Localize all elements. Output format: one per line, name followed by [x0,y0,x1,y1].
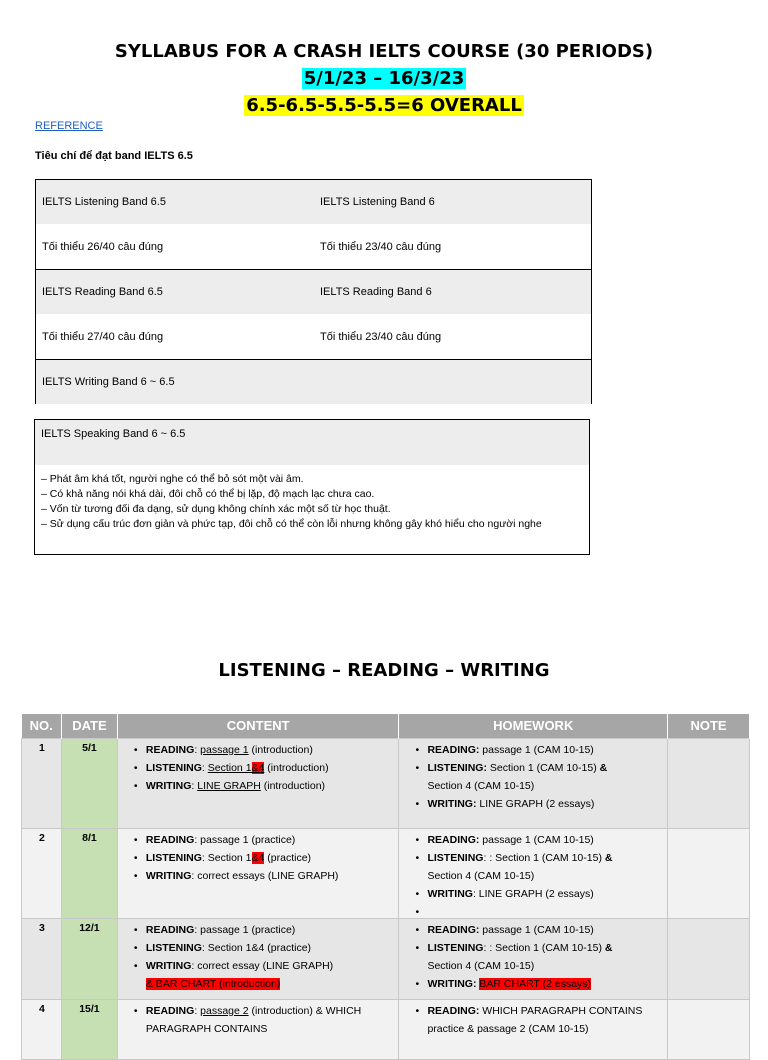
row-note [668,999,750,1059]
row-note [668,918,750,999]
speaking-criterion: – Sử dụng cấu trúc đơn giản và phức tạp, đôi chỗ có thể còn lỗi nhưng không gây khó hiểu cho người nghe [41,518,542,530]
table-row [22,738,750,828]
listening-requirement-row [36,224,591,269]
listening-65-requirement: Tối thiểu 26/40 câu đúng [42,240,164,253]
row-content: • READING: passage 1 (practice) • LISTENING: Section 1&4 (practice) • WRITING: correct essay (LINE GRAPH) & BAR CHART (introduction) [117,918,399,999]
header-date: DATE [61,714,117,738]
reading-65-requirement: Tối thiểu 27/40 câu đúng [42,330,164,343]
writing-band: IELTS Writing Band 6 ~ 6.5 [42,376,175,388]
listening-band-row [36,180,591,224]
row-date: 5/1 [61,738,117,828]
header-content: CONTENT [117,714,399,738]
speaking-criterion: – Có khả năng nói khá dài, đôi chỗ có thể bị lặp, độ mạch lạc chưa cao. [41,488,375,500]
document-title [0,38,768,119]
row-number: 3 [22,918,62,999]
listening-band-65: IELTS Listening Band 6.5 [42,196,166,208]
row-homework: • READING: passage 1 (CAM 10-15) • LISTENING: Section 1 (CAM 10-15) & Section 4 (CAM 10-15) • WRITING: LINE GRAPH (2 essays) [399,738,668,828]
header-homework: HOMEWORK [399,714,668,738]
section-title: LISTENING – READING – WRITING [218,660,550,681]
title-line-1: SYLLABUS FOR A CRASH IELTS COURSE (30 PERIODS) [114,41,654,62]
reading-band-row [36,270,591,314]
speaking-criteria-list [35,465,589,539]
row-note [668,738,750,828]
band-criteria-table [35,179,592,404]
reading-band-65: IELTS Reading Band 6.5 [42,286,163,298]
reading-band-6: IELTS Reading Band 6 [320,286,432,298]
schedule-header-row [22,714,750,738]
row-date: 8/1 [61,828,117,918]
row-note [668,828,750,918]
header-note: NOTE [668,714,750,738]
table-row [22,999,750,1059]
listening-band-6: IELTS Listening Band 6 [320,196,435,208]
row-content: • READING: passage 1 (practice) • LISTENING: Section 1&4 (practice) • WRITING: correct essays (LINE GRAPH) [117,828,399,918]
speaking-band-heading: IELTS Speaking Band 6 ~ 6.5 [35,420,589,465]
speaking-criterion: – Vốn từ tương đối đa dạng, sử dụng không chính xác một số từ học thuật. [41,503,391,515]
row-date: 15/1 [61,999,117,1059]
reading-6-requirement: Tối thiểu 23/40 câu đúng [320,330,442,343]
row-number: 4 [22,999,62,1059]
table-row [22,918,750,999]
reference-link[interactable]: REFERENCE [35,120,103,132]
title-dates: 5/1/23 – 16/3/23 [303,68,465,89]
speaking-criterion: – Phát âm khá tốt, người nghe có thể bỏ sót một vài âm. [41,473,304,485]
row-homework: • READING: WHICH PARAGRAPH CONTAINS practice & passage 2 (CAM 10-15) [399,999,668,1059]
speaking-band-box [34,419,590,555]
row-homework: • READING: passage 1 (CAM 10-15) • LISTENING: : Section 1 (CAM 10-15) & Section 4 (CAM 10-15) • WRITING: BAR CHART (2 essays) [399,918,668,999]
title-target-score: 6.5-6.5-5.5-5.5=6 OVERALL [246,95,522,116]
header-no: NO. [22,714,62,738]
listening-6-requirement: Tối thiểu 23/40 câu đúng [320,240,442,253]
row-content: • READING: passage 1 (introduction) • LISTENING: Section 1&4 (introduction) • WRITING: LINE GRAPH (introduction) [117,738,399,828]
table-row [22,828,750,918]
schedule-table [21,714,750,1060]
reading-requirement-row [36,314,591,359]
row-content: • READING: passage 2 (introduction) & WHICH PARAGRAPH CONTAINS [117,999,399,1059]
row-homework: • READING: passage 1 (CAM 10-15) • LISTENING: : Section 1 (CAM 10-15) & Section 4 (CAM 10-15) • WRITING: LINE GRAPH (2 essays) [399,828,668,918]
row-number: 1 [22,738,62,828]
criteria-heading: Tiêu chí để đạt band IELTS 6.5 [35,150,193,162]
row-number: 2 [22,828,62,918]
writing-band-row [36,360,591,404]
row-date: 12/1 [61,918,117,999]
